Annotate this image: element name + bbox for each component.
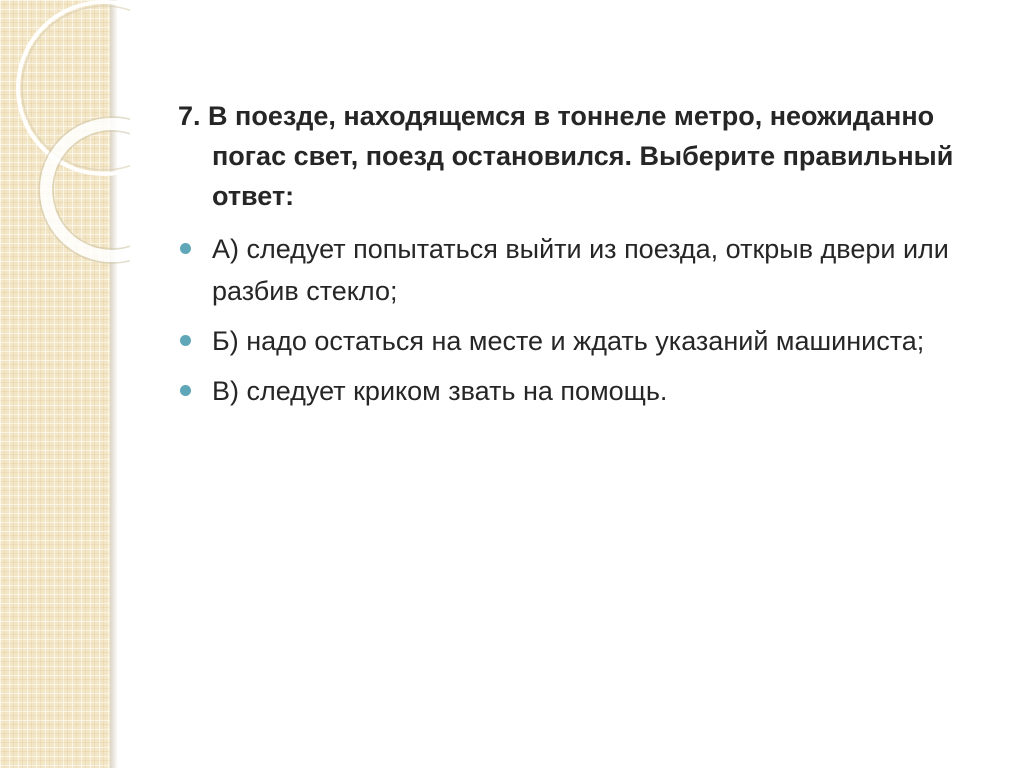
answer-options-list bbox=[178, 228, 958, 412]
answer-option-b bbox=[178, 320, 958, 362]
answer-option-a bbox=[178, 228, 958, 312]
answer-option-c bbox=[178, 370, 958, 412]
bullet-icon bbox=[180, 243, 191, 254]
answer-option-text: В) следует криком звать на помощь. bbox=[212, 376, 668, 406]
bullet-icon bbox=[180, 385, 191, 396]
bullet-icon bbox=[180, 335, 191, 346]
answer-option-text: А) следует попытаться выйти из поезда, открыв двери или разбив стекло; bbox=[212, 234, 949, 306]
decorative-rings-icon bbox=[0, 0, 130, 300]
slide-content bbox=[178, 96, 958, 420]
question-text: 7. В поезде, находящемся в тоннеле метро, неожиданно погас свет, поезд остановился. Выберите правильный ответ: bbox=[178, 101, 954, 211]
answer-option-text: Б) надо остаться на месте и ждать указаний машиниста; bbox=[212, 326, 925, 356]
